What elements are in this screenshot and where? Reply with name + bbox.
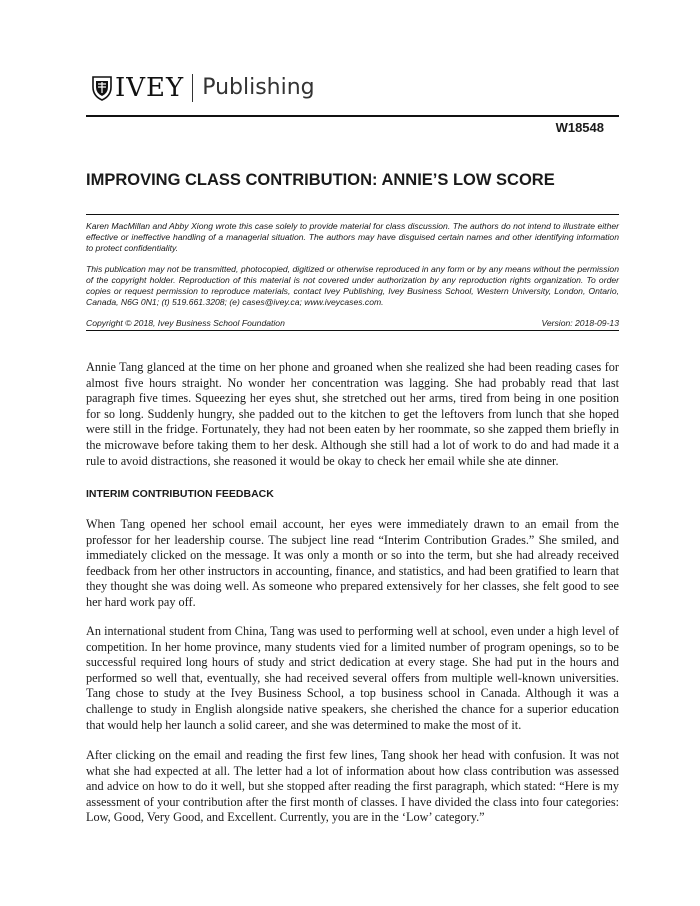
paragraph-low-score: After clicking on the email and reading the first few lines, Tang shook her head with confusion. It was not what she had expected at all. The letter had a lot of information about how class contribution was assessed and advice on how to do it well, but she stopped after reading the first paragraph, which stated: “Here is my assessment of your contribution after the first month of classes. I have divided the class into four categories: Low, Good, Very Good, and Excellent. Currently, you are in the ‘Low’ category.”	[86, 748, 619, 825]
crest-icon	[92, 75, 112, 101]
logo-divider	[192, 74, 193, 102]
notice-top-rule	[86, 214, 619, 215]
header-rule	[86, 115, 619, 117]
case-number: W18548	[555, 120, 604, 135]
publishing-label: Publishing	[202, 75, 315, 100]
permission-notice: This publication may not be transmitted, photocopied, digitized or otherwise reproduced in any form or by any means without the permission of the copyright holder. Reproduction of this material is not covered under authorization by any reproduction rights organization. To order copies or request permission to reproduce materials, contact Ivey Publishing, Ivey Business School, Western University, London, Ontario, Canada, N6G 0N1; (t) 519.661.3208; (e) cases@ivey.ca; www.iveycases.com.	[86, 264, 619, 307]
intro-paragraph: Annie Tang glanced at the time on her phone and groaned when she realized she had been reading cases for almost five hours straight. No wonder her concentration was lagging. She had probably read that last paragraph five times. Squeezing her eyes shut, she stretched out her arms, tired from being in one position for so long. Suddenly hungry, she padded out to the kitchen to get the leftovers from lunch that she hoped were still in the fridge. Fortunately, they had not been eaten by her roommate, so she zapped them briefly in the microwave before taking them to her desk. Although she still had a lot of work to do and had made it a rule to avoid distractions, she reasoned it would be okay to check her email while she ate dinner.	[86, 360, 619, 468]
paragraph-email-opened: When Tang opened her school email account, her eyes were immediately drawn to an email from the professor for her leadership course. The subject line read “Interim Contribution Grades.” She smiled, and immediately clicked on the message. It was only a month or so into the term, but she had already received feedback from her other instructors in accounting, finance, and statistics, and had been gratified to learn that they thought she was doing well. As someone who prepared extensively for her classes, she felt good to see her hard work pay off.	[86, 517, 619, 609]
page-title: IMPROVING CLASS CONTRIBUTION: ANNIE’S LOW SCORE	[86, 171, 555, 189]
version: Version: 2018-09-13	[541, 318, 619, 328]
copyright-row	[86, 318, 619, 328]
ivey-brand: IVEY	[115, 73, 185, 103]
paragraph-background: An international student from China, Tang was used to performing well at school, even under a high level of competition. In her home province, many students vied for a limited number of program openings, so to be successful required long hours of study and strict dedication at every stage. She had put in the hours and performed so well that, eventually, she had received several offers from multiple well-known universities. Tang chose to study at the Ivey Business School, a top business school in Canada. Although it was a challenge to study in English alongside native speakers, she cherished the chance for a superior education that would help her launch a solid career, and she was determined to make the most of it.	[86, 624, 619, 732]
section-heading: INTERIM CONTRIBUTION FEEDBACK	[86, 488, 274, 500]
authorship-notice: Karen MacMillan and Abby Xiong wrote this case solely to provide material for class discussion. The authors do not intend to illustrate either effective or ineffective handling of a managerial situation. The authors may have disguised certain names and other identifying information to protect confidentiality.	[86, 221, 619, 253]
copyright: Copyright © 2018, Ivey Business School Foundation	[86, 318, 285, 328]
notice-bottom-rule	[86, 330, 619, 331]
ivey-publishing-logo	[92, 70, 315, 106]
